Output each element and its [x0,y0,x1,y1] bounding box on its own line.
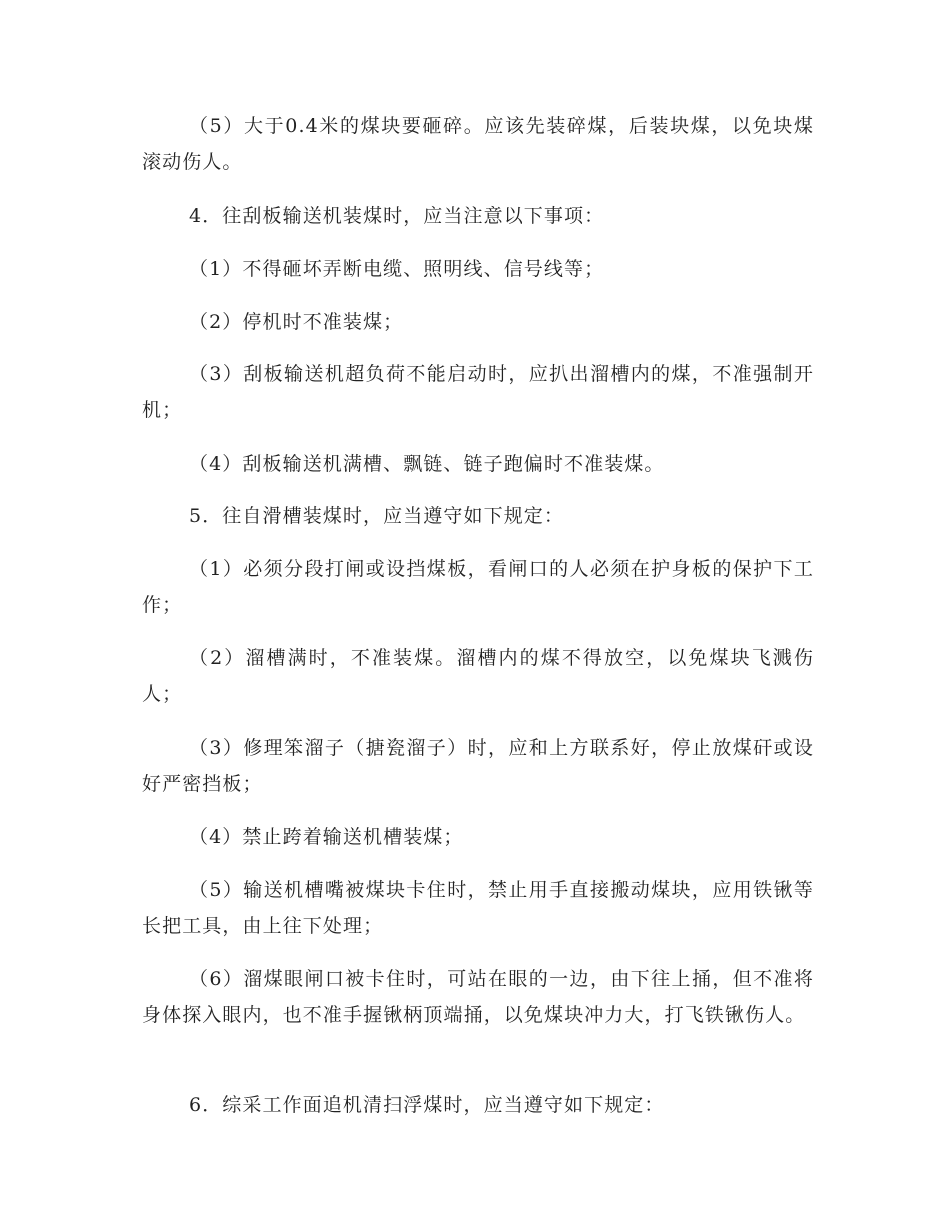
paragraph: （2）停机时不准装煤； [189,311,404,333]
paragraph: （6）溜煤眼闸口被卡住时，可站在眼的一边，由下往上捅，但不准将身体探入眼内，也不准手握锹柄顶端捅，以免煤块冲力大，打飞铁锹伤人。 [142,968,814,1026]
paragraph: （4）禁止跨着输送机槽装煤； [189,826,464,848]
paragraph: （3）修理笨溜子（搪瓷溜子）时，应和上方联系好，停止放煤矸或设好严密挡板； [142,737,814,795]
paragraph: （5）输送机槽嘴被煤块卡住时，禁止用手直接搬动煤块，应用铁锹等长把工具，由上往下处理； [142,879,814,937]
section-heading: 5．往自滑槽装煤时，应当遵守如下规定： [189,505,564,527]
section-heading: 4．往刮板输送机装煤时，应当注意以下事项： [189,205,605,227]
paragraph: （1）必须分段打闸或设挡煤板，看闸口的人必须在护身板的保护下工作； [142,558,814,616]
paragraph: （3）刮板输送机超负荷不能启动时，应扒出溜槽内的煤，不准强制开机； [142,363,814,421]
paragraph: （2）溜槽满时，不准装煤。溜槽内的煤不得放空，以免煤块飞溅伤人； [142,647,814,705]
paragraph: （1）不得砸坏弄断电缆、照明线、信号线等； [189,258,605,280]
paragraph: （4）刮板输送机满槽、飘链、链子跑偏时不准装煤。 [189,453,665,475]
paragraph: （5）大于0.4米的煤块要砸碎。应该先装碎煤，后装块煤，以免块煤滚动伤人。 [142,115,814,173]
section-heading: 6．综采工作面追机清扫浮煤时，应当遵守如下规定： [189,1094,665,1116]
